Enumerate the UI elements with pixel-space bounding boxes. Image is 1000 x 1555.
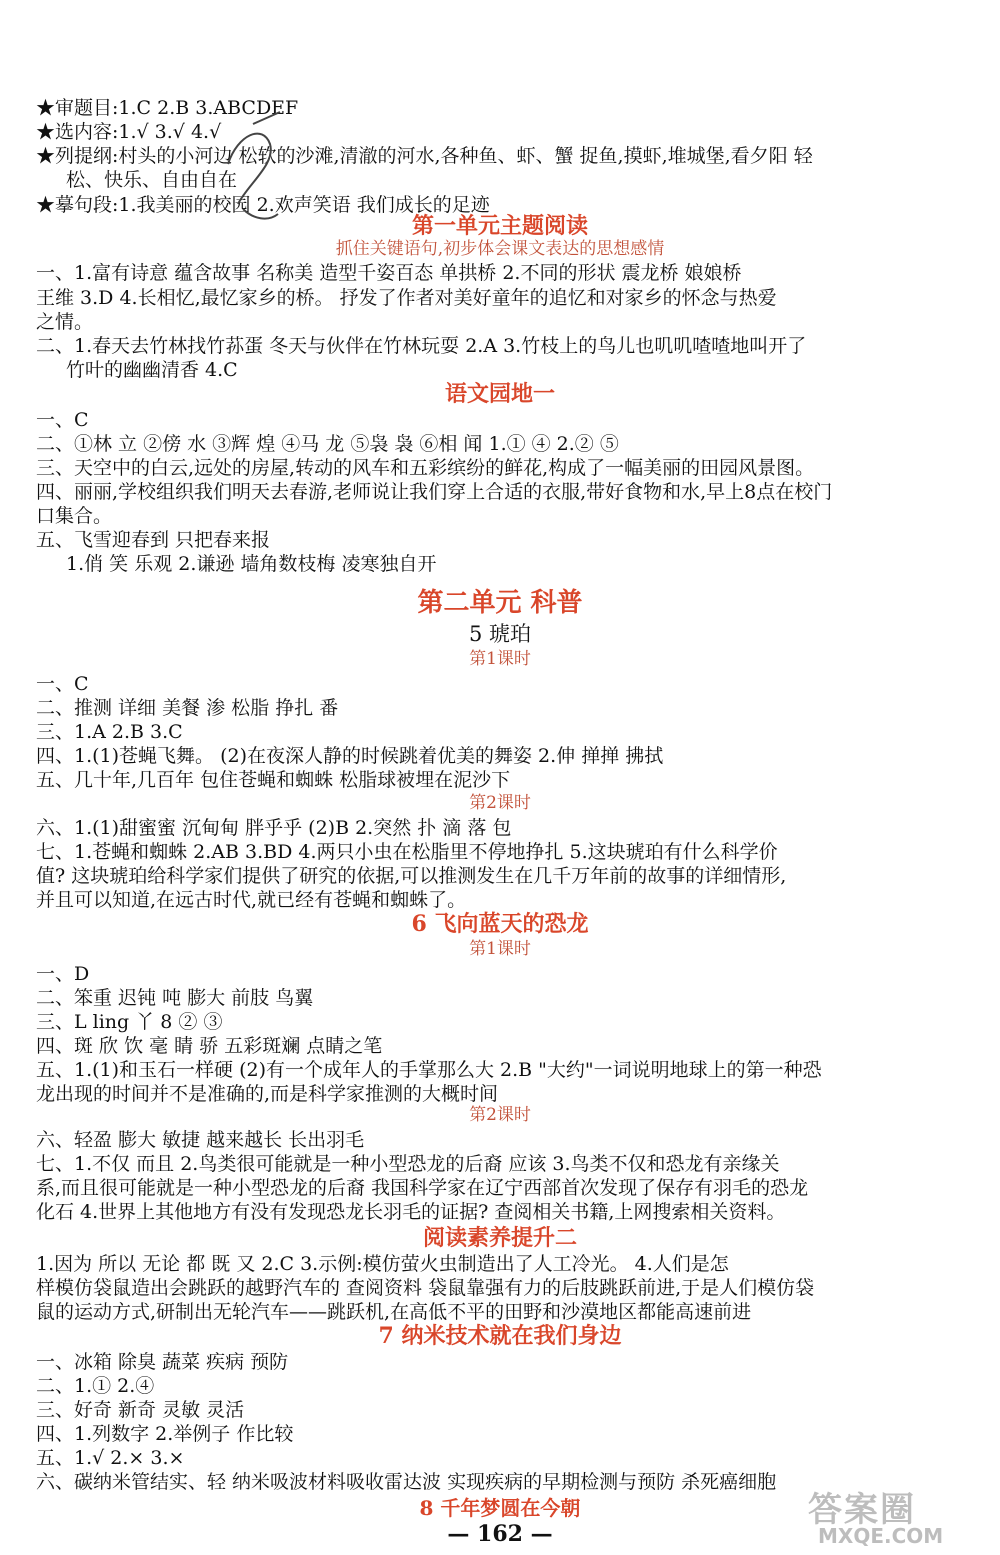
lesson6-line-9: 系,而且很可能就是一种小型恐龙的后裔 我国科学家在辽宁西部首次发现了保存有羽毛的恐龙 bbox=[36, 1177, 809, 1199]
intro-line-3: ★列提纲:村头的小河边 松软的沙滩,清澈的河水,各种鱼、虾、蟹 捉鱼,摸虾,堆城堡,看夕阳 轻 bbox=[36, 145, 813, 167]
unit1-line-1: 一、1.富有诗意 蕴含故事 名称美 造型千姿百态 单拱桥 2.不同的形状 震龙桥 娘娘桥 bbox=[36, 262, 742, 284]
lesson5-line-6: 六、1.(1)甜蜜蜜 沉甸甸 胖乎乎 (2)B 2.突然 扑 滴 落 包 bbox=[36, 817, 512, 839]
garden1-line-1: 一、C bbox=[36, 409, 89, 431]
lesson5-period1: 第1课时 bbox=[469, 649, 531, 669]
lesson6-line-6: 龙出现的时间并不是准确的,而是科学家推测的大概时间 bbox=[36, 1083, 499, 1105]
lesson6-line-2: 二、笨重 迟钝 吨 膨大 前肢 鸟翼 bbox=[36, 987, 314, 1009]
lesson5-line-5: 五、几十年,几百年 包住苍蝇和蜘蛛 松脂球被埋在泥沙下 bbox=[36, 769, 511, 791]
garden1-line-4: 四、丽丽,学校组织我们明天去春游,老师说让我们穿上合适的衣服,带好食物和水,早上8点在校门 bbox=[36, 481, 833, 503]
lesson6-line-5: 五、1.(1)和玉石一样硬 (2)有一个成年人的手掌那么大 2.B "大约"一词说明地球上的第一种恐 bbox=[36, 1059, 822, 1081]
intro-line-5: ★摹句段:1.我美丽的校园 2.欢声笑语 我们成长的足迹 bbox=[36, 194, 490, 216]
lesson6-line-8: 七、1.不仅 而且 2.鸟类很可能就是一种小型恐龙的后裔 应该 3.鸟类不仅和恐龙有亲缘关 bbox=[36, 1153, 780, 1175]
watermark-logo bbox=[800, 1482, 990, 1552]
lesson6-period1: 第1课时 bbox=[469, 939, 531, 959]
unit1-line-5: 竹叶的幽幽清香 4.C bbox=[66, 359, 238, 381]
lesson7-title: 7 纳米技术就在我们身边 bbox=[378, 1323, 622, 1349]
lesson5-line-1: 一、C bbox=[36, 673, 89, 695]
lesson5-line-8: 值? 这块琥珀给科学家们提供了研究的依据,可以推测发生在几千万年前的故事的详细情形, bbox=[36, 865, 787, 887]
garden1-line-2: 二、①林 立 ②傍 水 ③辉 煌 ④马 龙 ⑤袅 袅 ⑥相 闻 1.① ④ 2.② ⑤ bbox=[36, 433, 619, 455]
lesson5-line-9: 并且可以知道,在远古时代,就已经有苍蝇和蜘蛛了。 bbox=[36, 889, 467, 911]
lesson7-line-4: 四、1.列数字 2.举例子 作比较 bbox=[36, 1423, 294, 1445]
lesson7-line-3: 三、好奇 新奇 灵敏 灵活 bbox=[36, 1399, 245, 1421]
reading2-line-3: 鼠的运动方式,研制出无轮汽车——跳跃机,在高低不平的田野和沙漠地区都能高速前进 bbox=[36, 1301, 752, 1323]
watermark-text-top: 答案圈 bbox=[808, 1490, 916, 1530]
lesson6-line-4: 四、斑 欣 饮 毫 睛 骄 五彩斑斓 点睛之笔 bbox=[36, 1035, 383, 1057]
reading2-line-1: 1.因为 所以 无论 都 既 又 2.C 3.示例:模仿萤火虫制造出了人工冷光。 4.人们是怎 bbox=[36, 1253, 729, 1275]
lesson5-line-2: 二、推测 详细 美餐 渗 松脂 挣扎 番 bbox=[36, 697, 339, 719]
unit1-reading-title: 第一单元主题阅读 bbox=[411, 213, 588, 239]
intro-line-4: 松、快乐、自由自在 bbox=[66, 169, 238, 191]
lesson6-title: 6 飞向蓝天的恐龙 bbox=[411, 911, 589, 937]
lesson7-line-5: 五、1.√ 2.× 3.× bbox=[36, 1447, 185, 1469]
lesson5-period2: 第2课时 bbox=[469, 793, 531, 813]
intro-line-2: ★选内容:1.√ 3.√ 4.√ bbox=[36, 121, 222, 143]
garden1-title: 语文园地一 bbox=[444, 381, 555, 407]
lesson6-period2: 第2课时 bbox=[469, 1105, 531, 1125]
lesson6-line-7: 六、轻盈 膨大 敏捷 越来越长 长出羽毛 bbox=[36, 1129, 365, 1151]
lesson6-line-3: 三、L ling 丫 8 ② ③ bbox=[36, 1011, 223, 1033]
garden1-line-6: 五、飞雪迎春到 只把春来报 bbox=[36, 529, 271, 551]
garden1-line-7: 1.俏 笑 乐观 2.谦逊 墙角数枝梅 凌寒独自开 bbox=[66, 553, 437, 575]
reading2-title: 阅读素养提升二 bbox=[422, 1225, 577, 1251]
page-number: — 162 — bbox=[447, 1521, 553, 1547]
lesson6-line-1: 一、D bbox=[36, 963, 90, 985]
watermark-text-bottom: MXQE.COM bbox=[818, 1524, 944, 1548]
garden1-line-5: 口集合。 bbox=[36, 505, 113, 527]
lesson7-line-2: 二、1.① 2.④ bbox=[36, 1375, 155, 1397]
unit2-title: 第二单元 科普 bbox=[417, 588, 583, 618]
lesson5-title: 5 琥珀 bbox=[468, 622, 532, 646]
unit1-reading-subtitle: 抓住关键语句,初步体会课文表达的思想感情 bbox=[335, 239, 665, 259]
lesson7-line-6: 六、碳纳米管结实、轻 纳米吸波材料吸收雷达波 实现疾病的早期检测与预防 杀死癌细胞 bbox=[36, 1471, 777, 1493]
lesson5-line-3: 三、1.A 2.B 3.C bbox=[36, 721, 183, 743]
garden1-line-3: 三、天空中的白云,远处的房屋,转动的风车和五彩缤纷的鲜花,构成了一幅美丽的田园风景图。 bbox=[36, 457, 815, 479]
lesson7-line-1: 一、冰箱 除臭 蔬菜 疾病 预防 bbox=[36, 1351, 289, 1373]
unit1-line-4: 二、1.春天去竹林找竹荪蛋 冬天与伙伴在竹林玩耍 2.A 3.竹枝上的鸟儿也叽叽喳喳地叫开了 bbox=[36, 335, 807, 357]
lesson8-title: 8 千年梦圆在今朝 bbox=[419, 1496, 581, 1520]
unit1-line-3: 之情。 bbox=[36, 311, 94, 333]
intro-line-1: ★审题目:1.C 2.B 3.ABCDEF bbox=[36, 97, 299, 119]
lesson6-line-10: 化石 4.世界上其他地方有没有发现恐龙长羽毛的证据? 查阅相关书籍,上网搜索相关资料。 bbox=[36, 1201, 786, 1223]
unit1-line-2: 王维 3.D 4.长相忆,最忆家乡的桥。 抒发了作者对美好童年的追忆和对家乡的怀念与热爱 bbox=[36, 287, 777, 309]
lesson5-line-7: 七、1.苍蝇和蜘蛛 2.AB 3.BD 4.两只小虫在松脂里不停地挣扎 5.这块琥珀有什么科学价 bbox=[36, 841, 778, 863]
reading2-line-2: 样模仿袋鼠造出会跳跃的越野汽车的 查阅资料 袋鼠靠强有力的后肢跳跃前进,于是人们模仿袋 bbox=[36, 1277, 815, 1299]
lesson5-line-4: 四、1.(1)苍蝇飞舞。 (2)在夜深人静的时候跳着优美的舞姿 2.伸 掸掸 拂拭 bbox=[36, 745, 664, 767]
